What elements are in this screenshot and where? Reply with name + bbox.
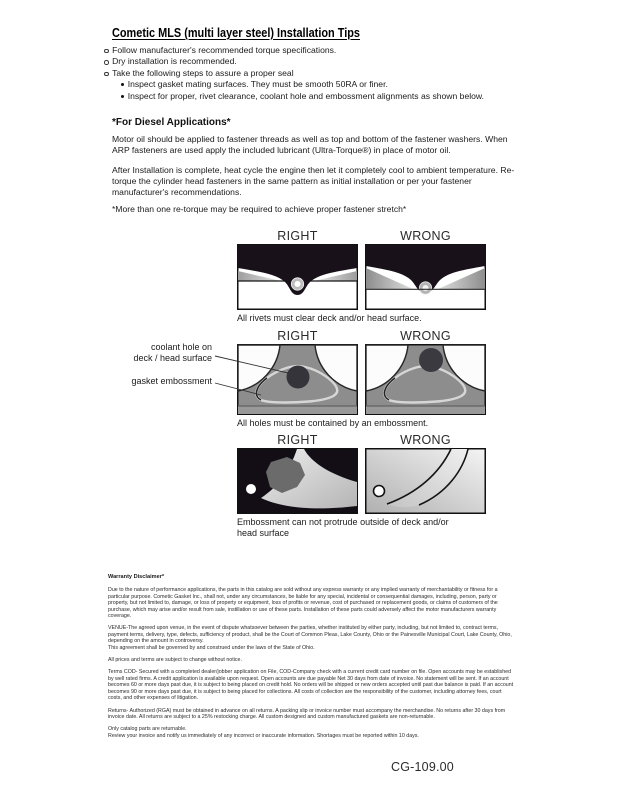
diagram-caption: Embossment can not protrude outside of deck and/or head surface [237,517,449,538]
diagram-labels [237,229,487,243]
hole-right-illustration [237,344,358,415]
diagram-labels [237,433,487,447]
tip-text: Inspect for proper, rivet clearance, coolant hole and embossment alignments as shown below. [127,90,485,101]
coolant-hole-label-line2: deck / head surface [133,352,212,363]
diagram-labels [237,329,487,343]
diagram-caption: All holes must be contained by an embossment. [237,418,429,428]
diesel-paragraph-2: After Installation is complete, heat cycle the engine then let it completely cool to ambient temperature. Re-torque the cylinder head fasteners in the same pattern as initial installation or per your fastener manufacturer's recommendations. [112,165,515,197]
disclaimer-paragraph: Due to the nature of performance applications, the parts in this catalog are sold without any express warranty or any implied warranty of merchantability or fitness for a particular purpose. Cometic Gasket Inc., shall not, under any circumstances, be liable for any special, incidental or consequential damages, including, person, party or property, but not limited to, damage, or loss of property or equipment, loss of profits or revenue, cost of purchased or replacement goods, or claims of customers of the purchase, which may arise and/or result from sale, instillation or use of these parts. Installation of these parts could adversely affect the motor manufacturers warranty coverage. [108,587,498,620]
warranty-disclaimer [108,574,516,745]
diagram-rivet-clearance [237,229,487,324]
disclaimer-paragraph: All prices and terms are subject to change without notice. [108,657,242,664]
list-item [104,45,484,56]
gasket-embossment-label: gasket embossment [131,376,212,386]
list-item [104,56,484,67]
diesel-paragraph-1: Motor oil should be applied to fastener threads as well as top and bottom of the fastener washers. When ARP fasteners are used apply the included lubricant (Ultra-Torque®) in place of motor oil. [112,134,508,155]
disclaimer-heading: Warranty Disclaimer* [108,574,165,580]
diagram-embossment-protrusion [237,433,487,538]
list-item [121,91,484,102]
disclaimer-paragraph: Only catalog parts are returnable. [108,726,187,733]
diagram-panels [237,244,487,310]
bullet-icon [121,83,124,86]
right-label: RIGHT [277,433,318,447]
embossment-right-illustration [237,448,358,514]
right-label: RIGHT [277,329,318,343]
retorque-note: *More than one re-torque may be required to achieve proper fastener stretch* [112,204,407,214]
disclaimer-paragraph: Terms COD- Secured with a completed dealer/jobber application on File, COD-Company check with a current credit card number on file. Open accounts may be established by well rated firms. A credit application is available upon request. Open accounts are due payable Net 30 days from date of invoice. No statement will be sent. If an account becomes 60 or more days past due, it is subject to being placed on credit hold. No orders will be shipped or new orders accepted until past due balance is paid. If an account becomes 90 or more days past due, it is subject to being placed for collections. All costs of collection are the responsibility of the customer, including attorney fees, court costs, and other expenses of litigation. [108,669,514,702]
wrong-label: WRONG [400,329,451,343]
bullet-icon [104,49,109,54]
tip-text: Take the following steps to assure a proper seal [112,67,294,78]
coolant-hole-label [116,342,212,363]
wrong-label: WRONG [400,229,451,243]
diagram-hole-embossment [237,329,487,429]
bullet-icon [121,95,124,98]
rivet-right-illustration [237,244,358,310]
embossment-wrong-illustration [365,448,486,514]
hole-wrong-illustration [365,344,486,415]
diagram-panels [237,344,487,415]
rivet-wrong-illustration [365,244,486,310]
tip-text: Follow manufacturer's recommended torque specifications. [112,45,337,55]
tip-text: Inspect gasket mating surfaces. They must be smooth 50RA or finer. [127,79,388,90]
page-number: CG-109.00 [391,760,454,774]
diagram-caption: All rivets must clear deck and/or head surface. [237,313,422,323]
list-item [104,68,484,79]
bullet-icon [104,60,109,65]
disclaimer-paragraph: VENUE-The agreed upon venue, in the event of dispute whatsoever between the parties, whether instituted by either party, including, but not limited to, contract terms, payment terms, delivery, type, defects, sufficiency of product, shall be the Court of Common Pleas, Lake County, Ohio or the Painesville Municipal Court, Lake County, Ohio, depending on the amount in controversy. [108,625,512,645]
list-item [121,79,484,90]
page-title: Cometic MLS (multi layer steel) Installation Tips [112,25,360,40]
diagram-panels [237,448,487,514]
disclaimer-paragraph: Review your invoice and notify us immediately of any incorrect or inaccurate information. Shortages must be reported within 10 days. [108,732,419,739]
right-label: RIGHT [277,229,318,243]
installation-tips-list [104,45,484,102]
tip-text: Dry installation is recommended. [112,56,237,67]
bullet-icon [104,72,109,77]
disclaimer-paragraph: Returns- Authorized (RGA) must be obtained in advance on all returns. A packing slip or invoice number must accompany the merchandise. No returns after 30 days from invoice date. All returns are subject to a 25% restocking charge. All custom designed and custom manufactured gaskets are non-returnable. [108,707,506,720]
diesel-heading: *For Diesel Applications* [112,117,231,128]
coolant-hole-label-line1: coolant hole on [150,342,212,352]
wrong-label: WRONG [400,433,451,447]
disclaimer-paragraph: This agreement shall be governed by and construed under the laws of the State of Ohio. [108,644,315,651]
